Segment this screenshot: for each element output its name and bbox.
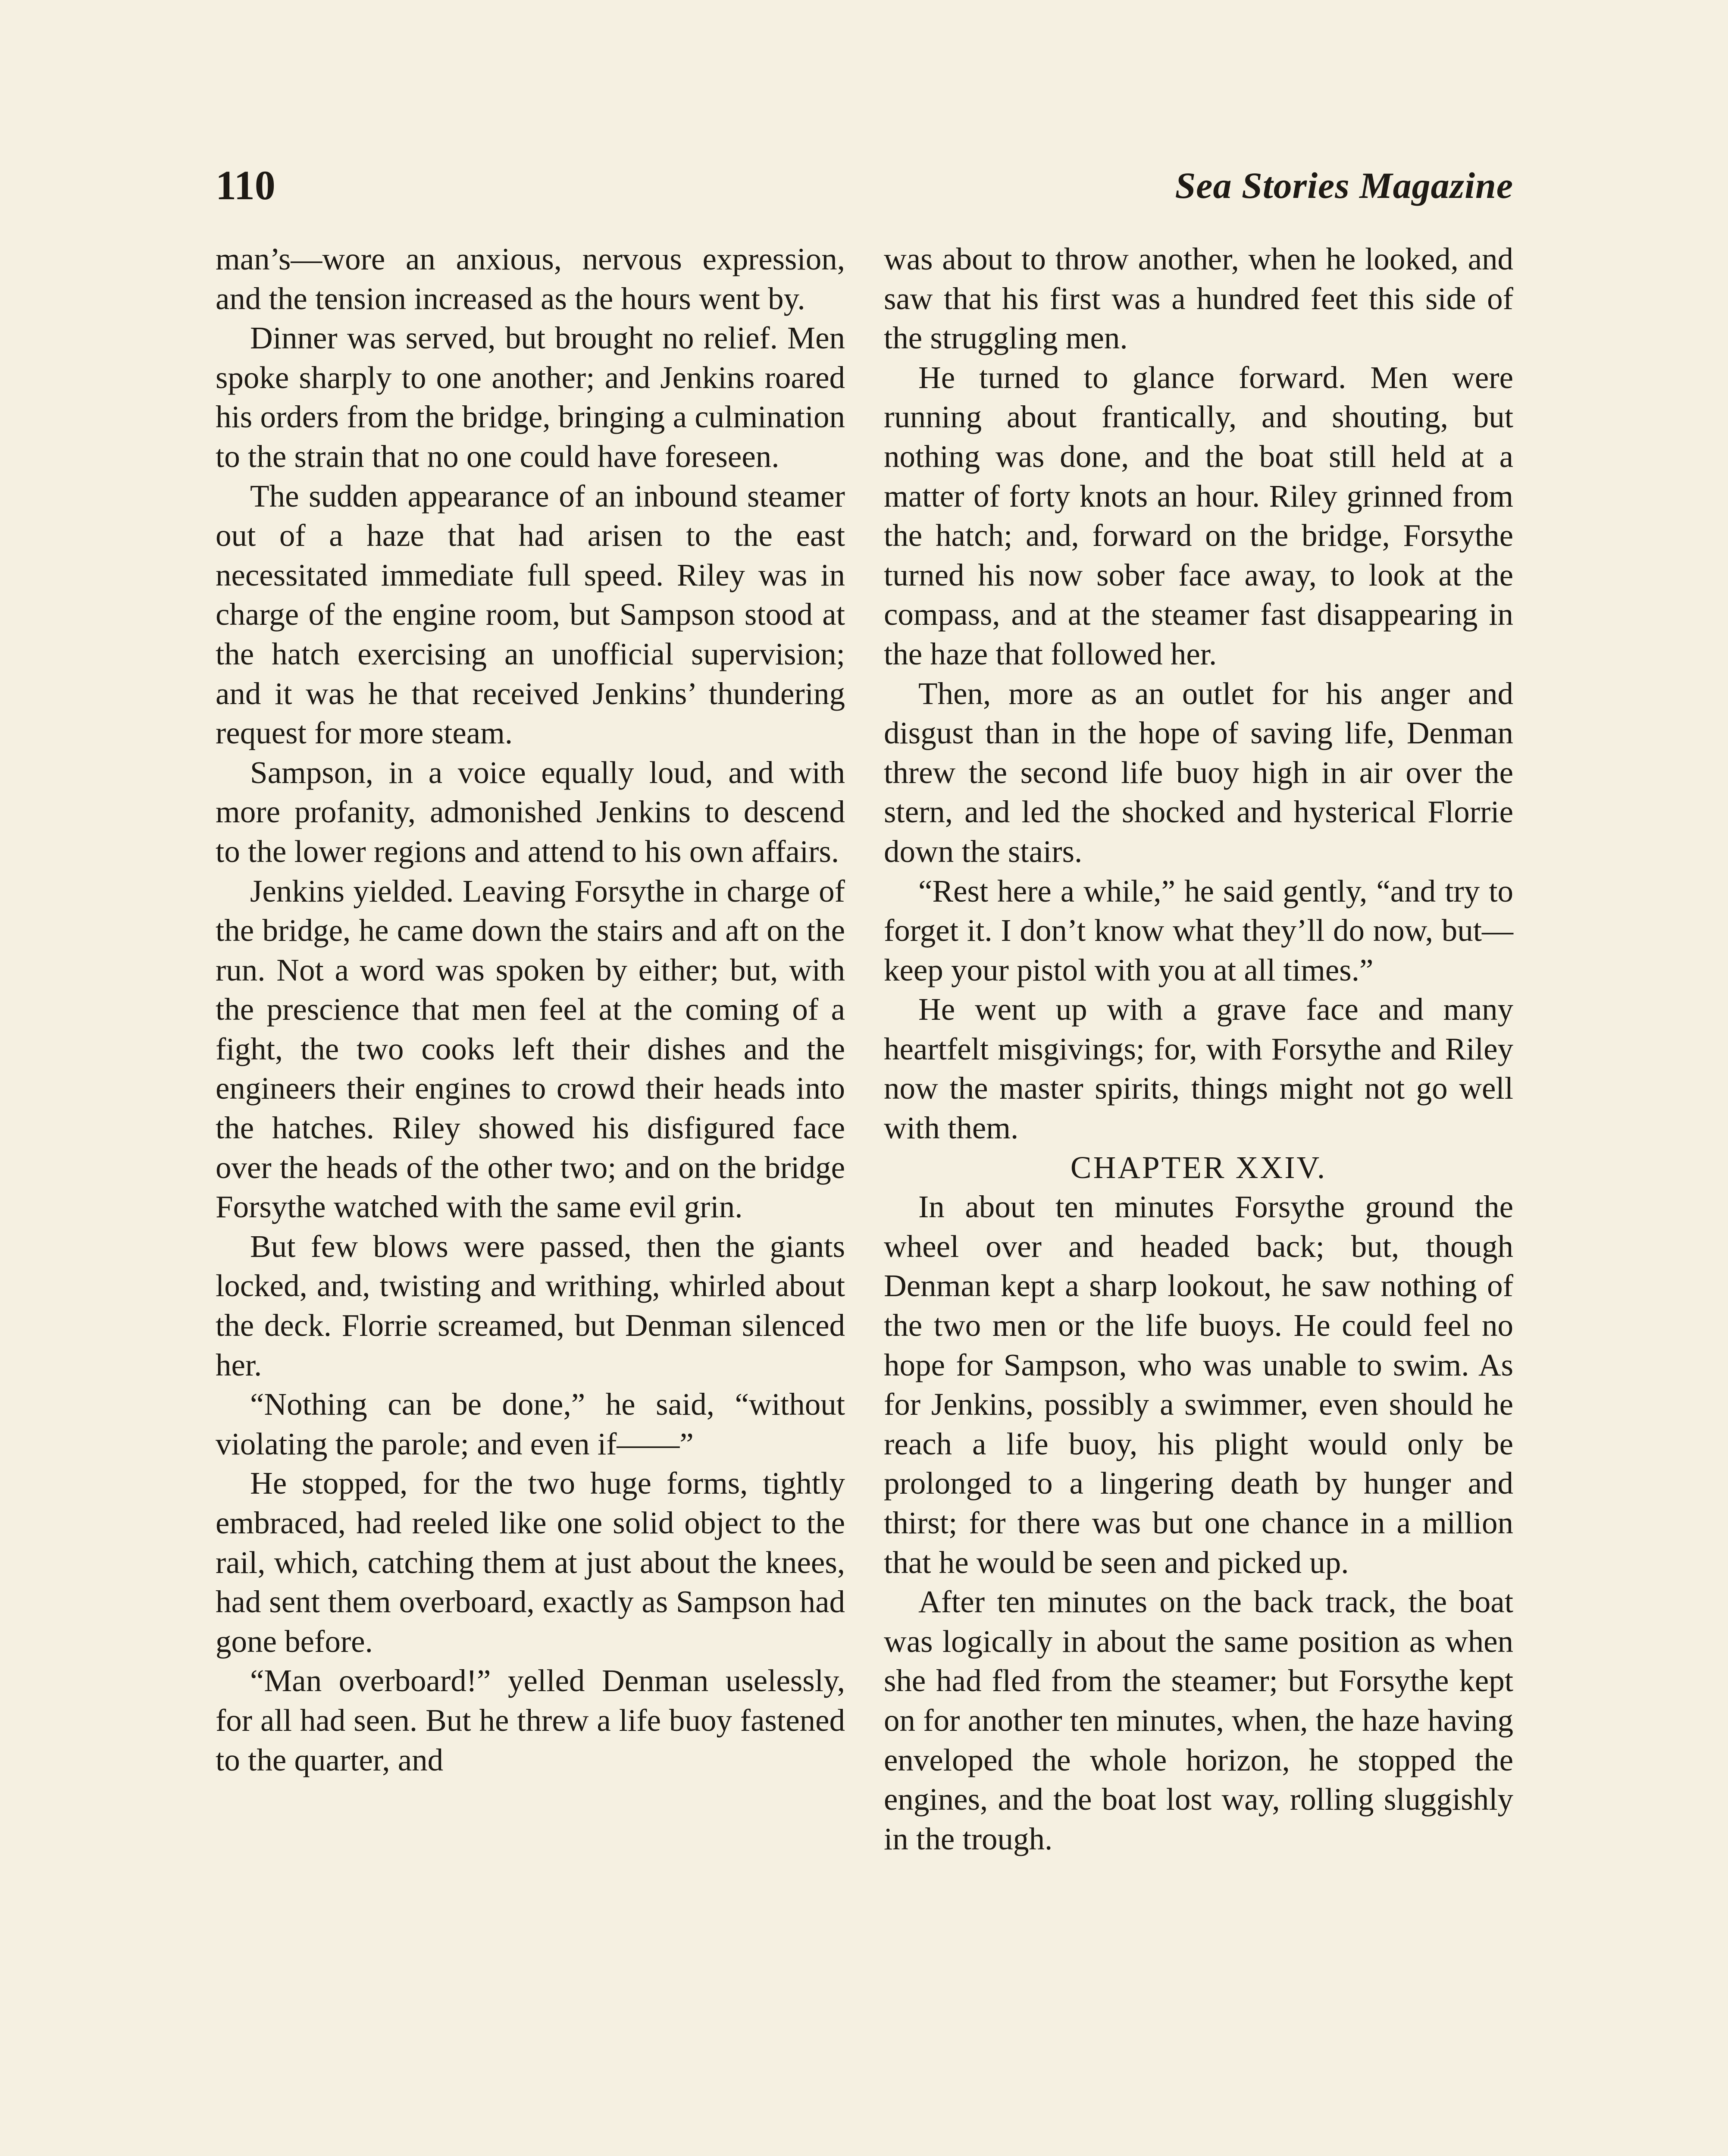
page-number: 110 xyxy=(216,162,275,208)
running-head: Sea Stories Magazine xyxy=(1175,165,1513,206)
paragraph: “Man overboard!” yelled Denman uselessly, for all had seen. But he threw a life buoy fastened to the quarter, and xyxy=(216,1663,845,1777)
paragraph: Then, more as an outlet for his anger and disgust than in the hope of saving life, Denman threw the second life buoy high in air over the stern, and led the shocked and hysterical Florrie down the stairs. xyxy=(884,676,1513,869)
paragraph: man’s—wore an anxious, nervous expression, and the tension increased as the hours went by. xyxy=(216,241,845,316)
paragraph: Dinner was served, but brought no relief. Men spoke sharply to one another; and Jenkins roared his orders from the bridge, bringing a culmination to the strain that no one could have foreseen. xyxy=(216,320,845,474)
page-header xyxy=(216,153,1513,218)
paragraph: In about ten minutes Forsythe ground the wheel over and headed back; but, though Denman kept a sharp lookout, he saw nothing of the two men or the life buoys. He could feel no hope for Sampson, who was unable to swim. As for Jenkins, possibly a swimmer, even should he reach a life buoy, his plight would only be prolonged to a lingering death by hunger and thirst; for there was but one chance in a million that he would be seen and picked up. xyxy=(884,1189,1513,1580)
right-column xyxy=(884,239,1513,1858)
paragraph: But few blows were passed, then the giants locked, and, twisting and writhing, whirled about the deck. Florrie screamed, but Denman silenced her. xyxy=(216,1228,845,1382)
paragraph: He turned to glance forward. Men were running about frantically, and shouting, but nothing was done, and the boat still held at a matter of forty knots an hour. Riley grinned from the hatch; and, forward on the bridge, Forsythe turned his now sober face away, to look at the compass, and at the steamer fast disappearing in the haze that followed her. xyxy=(884,360,1513,671)
left-column xyxy=(216,239,845,1780)
paragraph: After ten minutes on the back track, the boat was logically in about the same position as when she had fled from the steamer; but Forsythe kept on for another ten minutes, when, the haze having enveloped the whole horizon, he stopped the engines, and the boat lost way, rolling sluggishly in the trough. xyxy=(884,1584,1513,1856)
paragraph: He went up with a grave face and many heartfelt misgivings; for, with Forsythe and Riley now the master spirits, things might not go well with them. xyxy=(884,992,1513,1146)
chapter-heading: CHAPTER XXIV. xyxy=(1070,1150,1327,1185)
paragraph: Jenkins yielded. Leaving Forsythe in charge of the bridge, he came down the stairs and aft on the run. Not a word was spoken by either; but, with the prescience that men feel at the coming of a fight, the two cooks left their dishes and the engineers their engines to crowd their heads into the hatches. Riley showed his disfigured face over the heads of the other two; and on the bridge Forsythe watched with the same evil grin. xyxy=(216,873,845,1225)
paragraph: was about to throw another, when he looked, and saw that his first was a hundred feet this side of the struggling men. xyxy=(884,241,1513,356)
paragraph: “Nothing can be done,” he said, “without violating the parole; and even if——” xyxy=(216,1387,845,1461)
paragraph: Sampson, in a voice equally loud, and with more profanity, admonished Jenkins to descend to the lower regions and attend to his own affairs. xyxy=(216,755,845,869)
paragraph: “Rest here a while,” he said gently, “and try to forget it. I don’t know what they’ll do now, but—keep your pistol with you at all times.” xyxy=(884,873,1513,987)
paragraph: He stopped, for the two huge forms, tightly embraced, had reeled like one solid object to the rail, which, catching them at just about the knees, had sent them overboard, exactly as Sampson had gone before. xyxy=(216,1466,845,1659)
paragraph: The sudden appearance of an inbound steamer out of a haze that had arisen to the east necessitated immediate full speed. Riley was in charge of the engine room, but Sampson stood at the hatch exercising an unofficial supervision; and it was he that received Jenkins’ thundering request for more steam. xyxy=(216,478,845,751)
